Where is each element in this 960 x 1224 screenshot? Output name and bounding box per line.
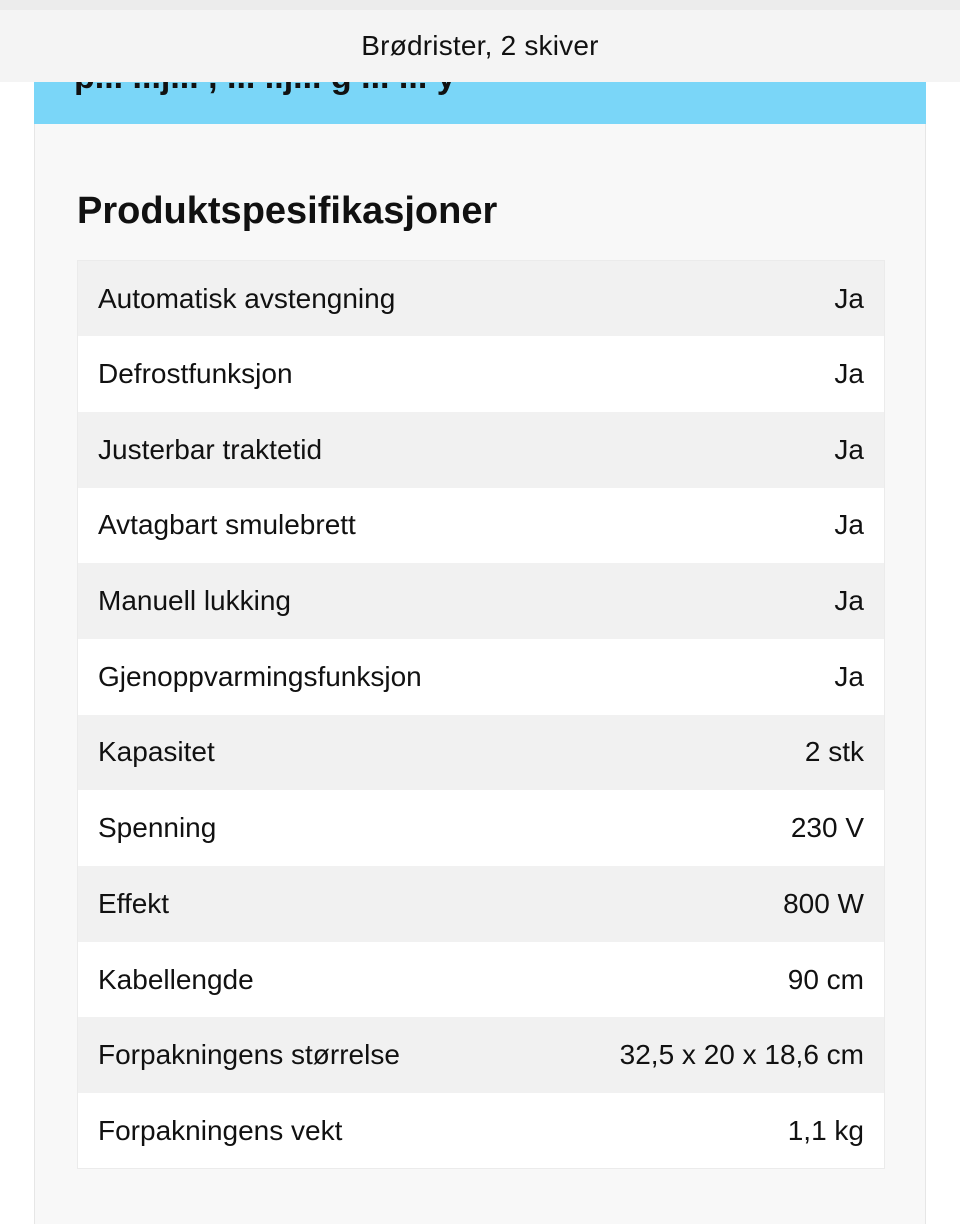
spec-value: 800 W	[783, 887, 864, 919]
table-row	[78, 488, 885, 564]
spec-value: Ja	[834, 509, 864, 541]
spec-label: Defrostfunksjon	[98, 358, 293, 390]
table-row	[78, 715, 885, 791]
spec-value: Ja	[834, 358, 864, 390]
spec-table	[77, 260, 885, 1169]
spec-value: 230 V	[790, 812, 864, 844]
spec-value: Ja	[834, 585, 864, 617]
table-row	[78, 1017, 885, 1093]
table-row	[78, 639, 885, 715]
spec-value: Ja	[834, 433, 864, 465]
spec-label: Manuell lukking	[98, 585, 291, 617]
spec-card	[34, 124, 926, 1224]
table-row	[78, 1093, 885, 1169]
table-row	[78, 336, 885, 412]
spec-label: Forpakningens størrelse	[98, 1039, 400, 1071]
spec-label: Gjenoppvarmingsfunksjon	[98, 660, 422, 692]
spec-label: Avtagbart smulebrett	[98, 509, 356, 541]
spec-label: Kapasitet	[98, 736, 215, 768]
spec-label: Kabellengde	[98, 963, 254, 995]
table-row	[78, 942, 885, 1018]
top-status-strip	[0, 0, 960, 10]
table-row	[78, 261, 885, 337]
page-title: Brødrister, 2 skiver	[361, 30, 599, 61]
table-row	[78, 866, 885, 942]
section-title: Produktspesifikasjoner	[77, 190, 498, 232]
spec-label: Spenning	[98, 812, 217, 844]
spec-label: Justerbar traktetid	[98, 433, 323, 465]
table-row	[78, 790, 885, 866]
spec-label: Effekt	[98, 887, 170, 919]
spec-value: 90 cm	[787, 963, 864, 995]
spec-value: Ja	[834, 282, 864, 314]
spec-value: 2 stk	[804, 736, 864, 768]
spec-value: 1,1 kg	[787, 1114, 864, 1146]
spec-value: 32,5 x 20 x 18,6 cm	[619, 1039, 864, 1071]
page-header	[0, 10, 960, 82]
table-row	[78, 412, 885, 488]
table-row	[78, 563, 885, 639]
spec-value: Ja	[834, 660, 864, 692]
spec-label: Automatisk avstengning	[98, 282, 396, 314]
spec-label: Forpakningens vekt	[98, 1114, 343, 1146]
promo-banner	[34, 82, 926, 124]
